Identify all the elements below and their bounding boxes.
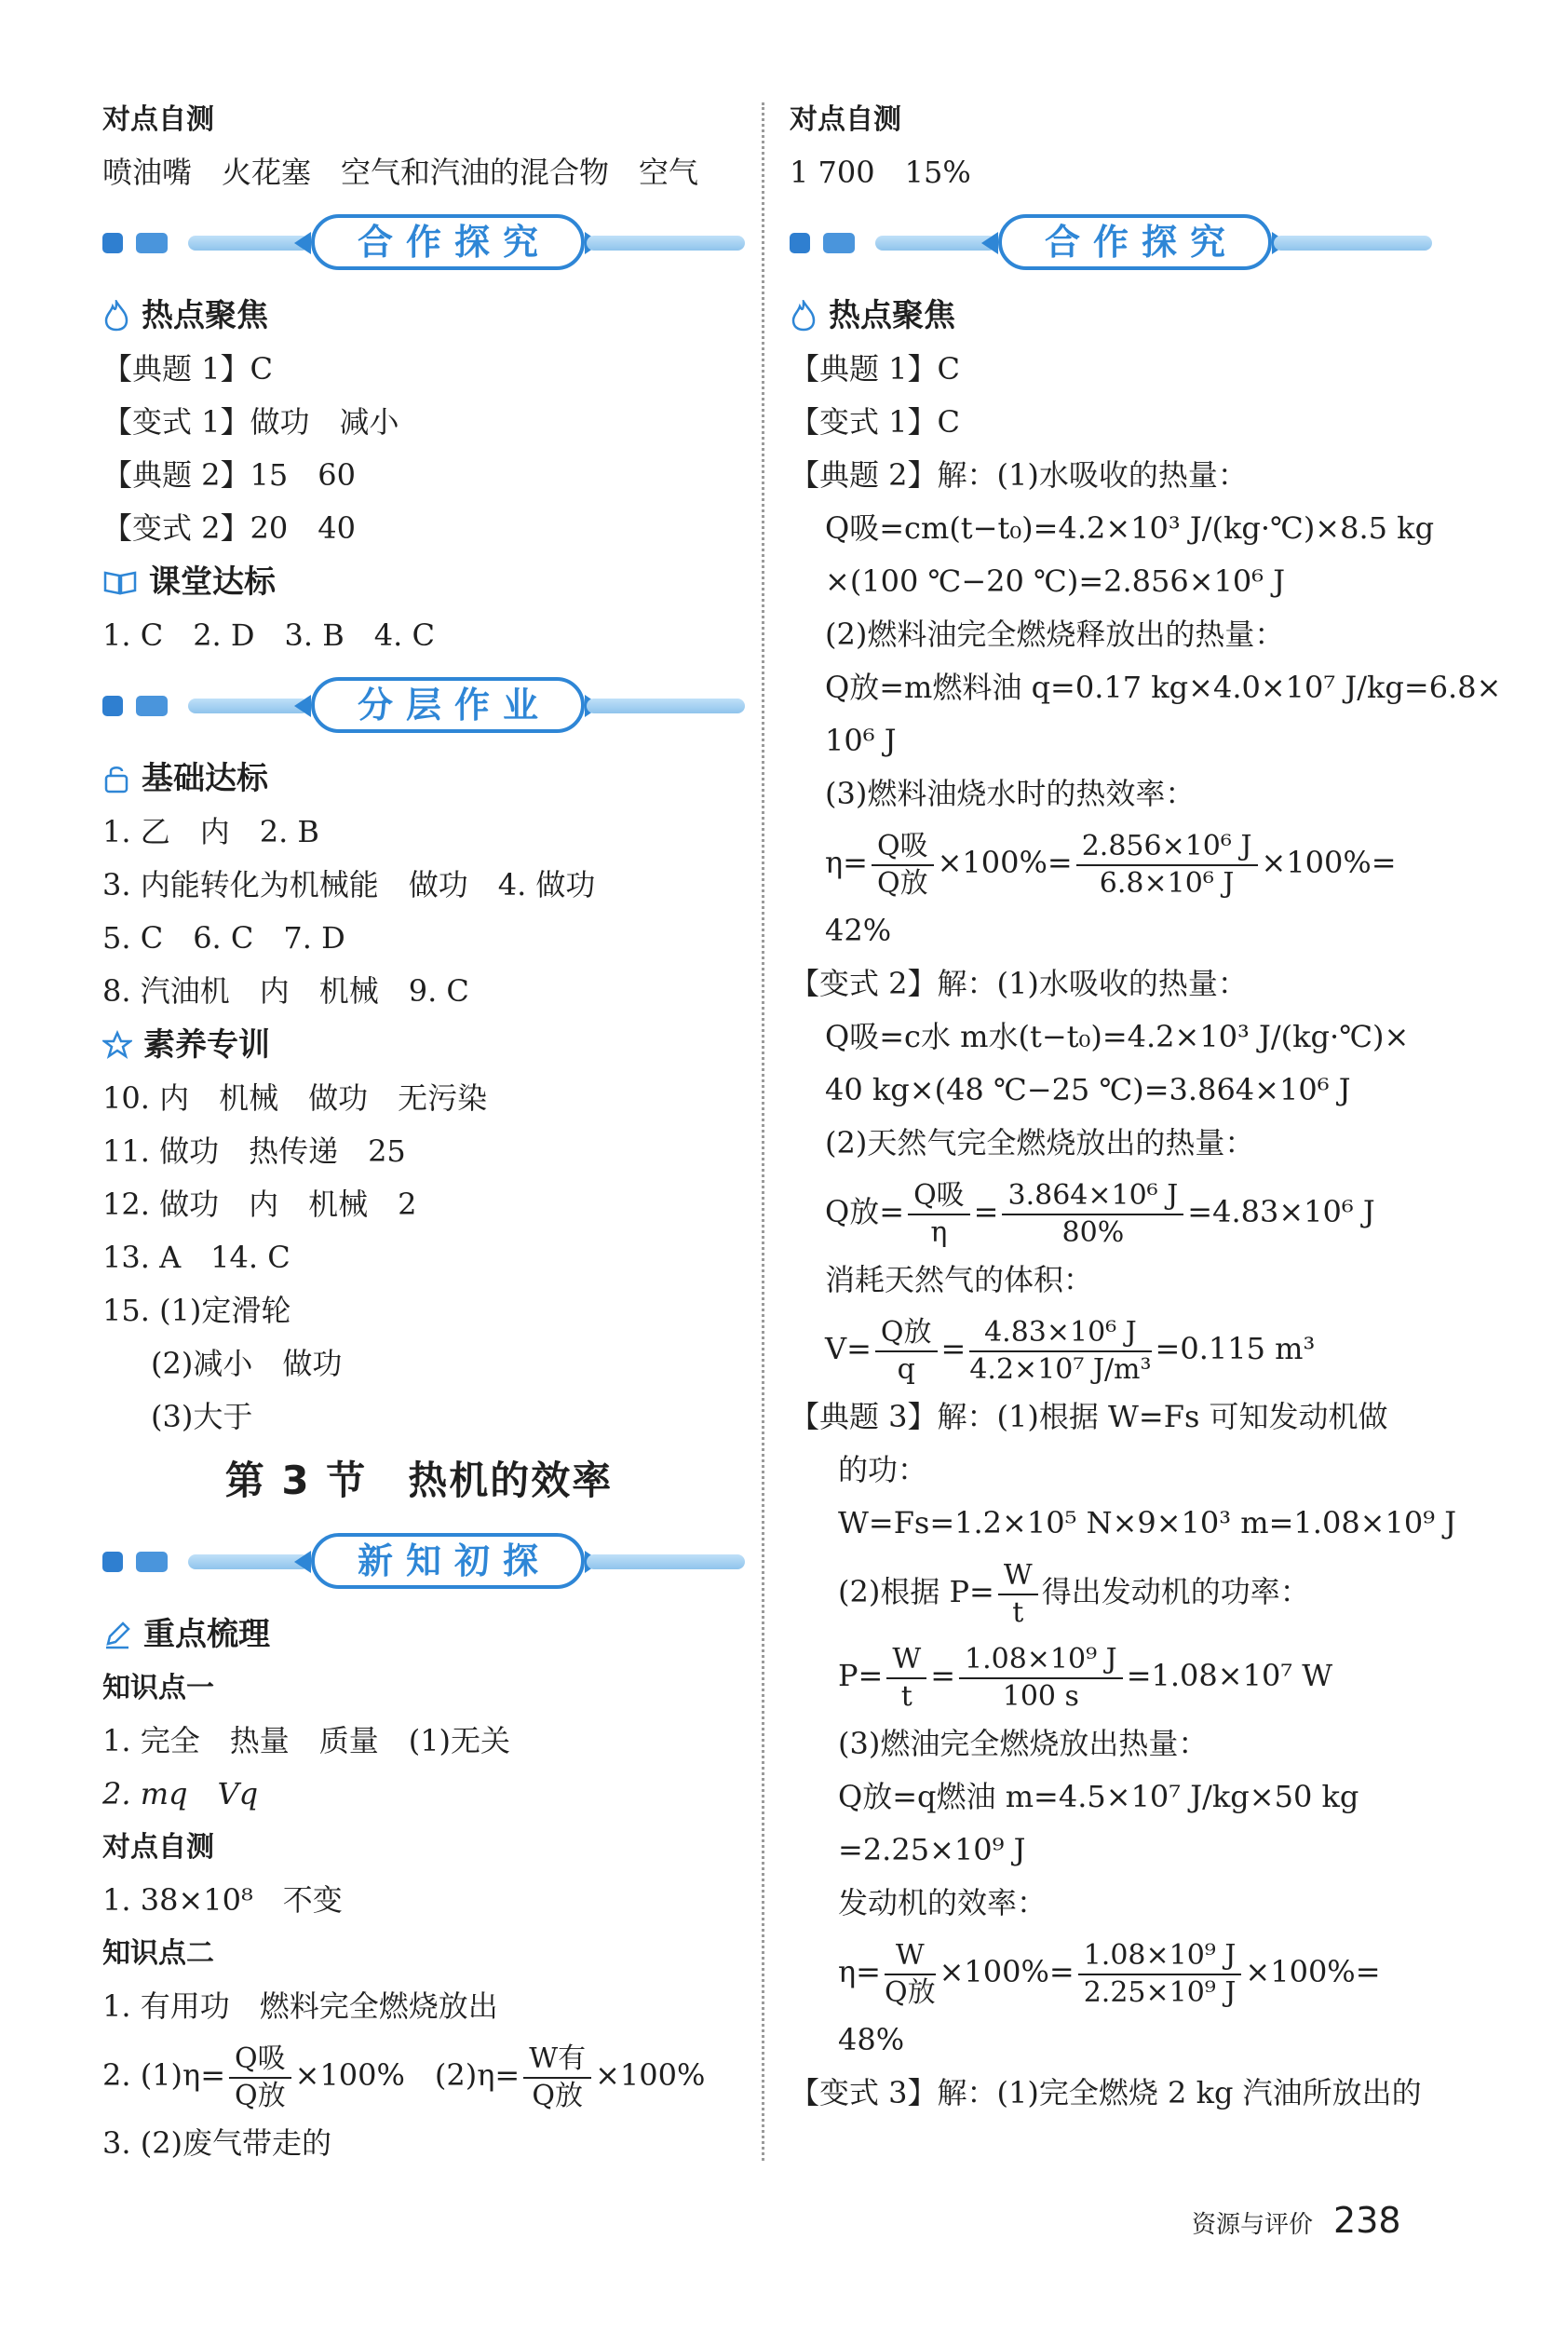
example-3-line-2: W=Fs=1.2×10⁵ N×9×10³ m=1.08×10⁹ J <box>838 1505 1457 1540</box>
fraction: $\frac{\text{1.08×10⁹ J}}{100 s}$ <box>959 1642 1123 1715</box>
self-test-label: 对点自测 <box>790 103 901 136</box>
knowledge-point-2-label: 知识点二 <box>102 1937 214 1970</box>
kp1-item-2: 2. mq Vq <box>102 1776 259 1811</box>
fraction: $\frac{\text{4.83×10⁶ J}}{\text{4.2×10⁷ J/m³}}$ <box>969 1315 1152 1386</box>
example-3-line-1: 的功： <box>838 1452 928 1487</box>
hot-answer-1: 【典题 1】C <box>102 351 274 387</box>
flame-icon <box>102 300 130 332</box>
variant-2: 【变式 2】解：(1)水吸收的热量： <box>790 966 1248 1001</box>
footer-source: 资源与评价 <box>1192 2211 1314 2239</box>
variant-2-volume: V= $\frac{\text{Q放}}{q}$ = $\frac{\text{4.83×10⁶ J}}{\text{4.2×10⁷ J/m³}}$ =0.115 m³ <box>825 1315 1316 1386</box>
page-footer <box>1192 2200 1401 2241</box>
class-standard-heading: 课堂达标 <box>102 555 736 609</box>
pencil-icon <box>102 1620 132 1649</box>
fraction: $\frac{\text{2.856×10⁶ J}}{\text{6.8×10⁶ J}}$ <box>1076 829 1258 902</box>
fraction: $\frac{\text{1.08×10⁹ J}}{\text{2.25×10⁹ J}}$ <box>1078 1938 1242 2011</box>
self-test-answer-2: 1. 38×10⁸ 不变 <box>102 1882 343 1918</box>
flame-icon <box>790 300 818 332</box>
example-2-efficiency: η= $\frac{\text{Q吸}}{\text{Q放}}$ ×100%= $\frac{\text{2.856×10⁶ J}}{\text{6.8×10⁶ J}}$ ×100%= <box>825 829 1397 900</box>
banner-new-knowledge <box>102 1524 736 1598</box>
example-2-line-1: Q吸=cm(t−t₀)=4.2×10³ J/(kg·℃)×8.5 kg <box>825 510 1435 546</box>
example-3-line-3: (3)燃油完全燃烧放出热量： <box>838 1726 1209 1761</box>
quality-answer-10: 10. 内 机械 做功 无污染 <box>102 1080 488 1116</box>
banner-layered-homework <box>102 668 736 742</box>
basic-answer-1: 1. 乙 内 2. B <box>102 814 319 849</box>
example-2: 【典题 2】解：(1)水吸收的热量： <box>790 457 1248 493</box>
fraction: $\frac{\text{3.864×10⁶ J}}{80\%}$ <box>1002 1178 1183 1251</box>
example-3-result: 48% <box>838 2022 905 2057</box>
variant-2-line-3: (2)天然气完全燃烧放出的热量： <box>825 1125 1255 1160</box>
book-icon <box>102 568 138 596</box>
banner-cooperative-inquiry <box>102 205 736 279</box>
banner-cooperative-inquiry <box>790 205 1441 279</box>
example-2-line-6: (3)燃料油烧水时的热效率： <box>825 776 1196 811</box>
key-points-heading: 重点梳理 <box>102 1608 736 1662</box>
star-icon <box>102 1030 132 1060</box>
banner-title: 新知初探 <box>311 1533 585 1589</box>
variant-3: 【变式 3】解：(1)完全燃烧 2 kg 汽油所放出的 <box>790 2075 1422 2110</box>
lock-icon <box>102 763 130 794</box>
kp2-item-3: 3. (2)废气带走的 <box>102 2125 332 2161</box>
example-3-line-5: =2.25×10⁹ J <box>838 1832 1026 1867</box>
quality-answer-11: 11. 做功 热传递 25 <box>102 1133 406 1169</box>
variant-2-line-2: 40 kg×(48 ℃−25 ℃)=3.864×10⁶ J <box>825 1072 1351 1107</box>
self-test-answers: 1 700 15% <box>790 155 971 190</box>
kp2-item-2: 2. (1)η= $\frac{\text{Q吸}}{\text{Q放}}$ ×100% (2)η= $\frac{\text{W有}}{\text{Q放}}$ ×100% <box>102 2042 706 2112</box>
example-2-result: 42% <box>825 913 892 948</box>
self-test-label-2: 对点自测 <box>102 1831 214 1864</box>
left-column <box>102 93 736 2170</box>
example-2-line-2: ×(100 ℃−20 ℃)=2.856×10⁶ J <box>825 563 1286 599</box>
hot-focus-heading: 热点聚焦 <box>790 289 1441 343</box>
right-column <box>790 93 1502 2120</box>
fraction: $\frac{\text{Q放}}{q}$ <box>875 1315 938 1388</box>
knowledge-point-1-label: 知识点一 <box>102 1672 214 1704</box>
hot-answer-4: 【变式 2】20 40 <box>102 510 356 546</box>
example-3-power-formula: (2)根据 P= $\frac{W}{t}$ 得出发动机的功率： <box>838 1558 1310 1629</box>
example-1: 【典题 1】C <box>790 351 961 387</box>
self-test-label: 对点自测 <box>102 103 214 136</box>
hot-answer-3: 【典题 2】15 60 <box>102 457 356 493</box>
hot-focus-heading: 热点聚焦 <box>102 289 736 343</box>
variant-2-line-4: 消耗天然气的体积： <box>825 1262 1094 1297</box>
basic-answer-4: 8. 汽油机 内 机械 9. C <box>102 973 469 1009</box>
class-answers: 1. C 2. D 3. B 4. C <box>102 617 435 653</box>
example-3-line-6: 发动机的效率： <box>838 1885 1048 1920</box>
quality-answer-15c: (3)大于 <box>151 1399 253 1434</box>
page-number: 238 <box>1333 2200 1401 2241</box>
basic-answer-3: 5. C 6. C 7. D <box>102 920 345 956</box>
fraction: $\frac{\text{Q吸}}{\eta}$ <box>908 1178 970 1251</box>
variant-2-line-1: Q吸=c水 m水(t−t₀)=4.2×10³ J/(kg·℃)× <box>825 1019 1410 1054</box>
self-test-answers: 喷油嘴 火花塞 空气和汽油的混合物 空气 <box>102 155 699 190</box>
variant-2-heat: Q放= $\frac{\text{Q吸}}{\eta}$ = $\frac{\text{3.864×10⁶ J}}{80\%}$ =4.83×10⁶ J <box>825 1178 1375 1249</box>
example-3-power: P= $\frac{W}{t}$ = $\frac{\text{1.08×10⁹ J}}{100 s}$ =1.08×10⁷ W <box>838 1642 1333 1713</box>
fraction: $\frac{W}{t}$ <box>886 1642 926 1715</box>
section-title: 第 3 节 热机的效率 <box>224 1458 614 1503</box>
hot-answer-2: 【变式 1】做功 减小 <box>102 404 399 440</box>
basic-standard-heading: 基础达标 <box>102 752 736 806</box>
banner-title: 合作探究 <box>998 214 1272 270</box>
example-3-line-4: Q放=q燃油 m=4.5×10⁷ J/kg×50 kg <box>838 1779 1359 1814</box>
basic-answer-2: 3. 内能转化为机械能 做功 4. 做功 <box>102 867 596 902</box>
quality-training-heading: 素养专训 <box>102 1018 736 1072</box>
column-divider <box>762 102 764 2161</box>
quality-answer-15b: (2)减小 做功 <box>151 1346 343 1381</box>
banner-title: 合作探究 <box>311 214 585 270</box>
fraction: $\frac{W}{t}$ <box>998 1558 1038 1631</box>
example-2-line-3: (2)燃料油完全燃烧释放出的热量： <box>825 617 1285 652</box>
example-3: 【典题 3】解：(1)根据 W=Fs 可知发动机做 <box>790 1399 1388 1434</box>
kp2-item-1: 1. 有用功 燃料完全燃烧放出 <box>102 1988 498 2024</box>
example-3-efficiency: η= $\frac{W}{\text{Q放}}$ ×100%= $\frac{\text{1.08×10⁹ J}}{\text{2.25×10⁹ J}}$ ×100%= <box>838 1938 1381 2009</box>
quality-answer-13: 13. A 14. C <box>102 1240 291 1275</box>
variant-1: 【变式 1】C <box>790 404 961 440</box>
example-2-line-4: Q放=m燃料油 q=0.17 kg×4.0×10⁷ J/kg=6.8× <box>825 670 1502 705</box>
fraction: $\frac{\text{Q吸}}{\text{Q放}}$ <box>872 829 934 902</box>
fraction: $\frac{\text{Q吸}}{\text{Q放}}$ <box>229 2042 291 2114</box>
banner-title: 分层作业 <box>311 677 585 733</box>
example-2-line-5: 10⁶ J <box>825 723 897 758</box>
quality-answer-12: 12. 做功 内 机械 2 <box>102 1187 417 1222</box>
kp1-item-1: 1. 完全 热量 质量 (1)无关 <box>102 1723 511 1758</box>
fraction: $\frac{W}{\text{Q放}}$ <box>884 1938 936 2009</box>
quality-answer-15a: 15. (1)定滑轮 <box>102 1293 291 1328</box>
fraction: $\frac{\text{W有}}{\text{Q放}}$ <box>523 2042 591 2114</box>
